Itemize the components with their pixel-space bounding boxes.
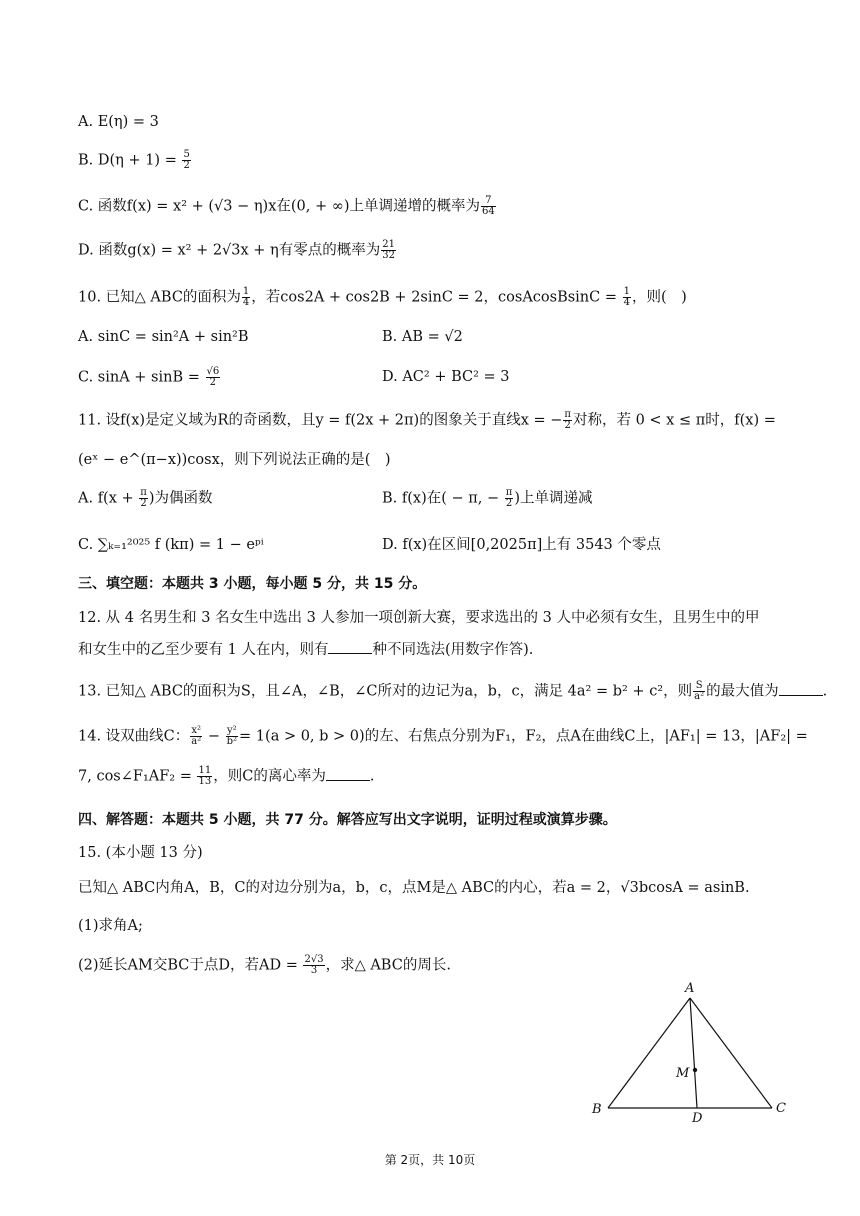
denominator: 2 (183, 160, 190, 171)
q9-option-c-text: C. 函数f(x) = x² + (√3 − η)x在(0, + ∞)上单调递增的概率为 (78, 198, 480, 215)
fraction (182, 150, 190, 171)
fraction (693, 681, 705, 702)
q11-option-b (382, 488, 593, 509)
q15-text: ，求△ ABC的周长. (325, 957, 451, 974)
triangle-figure (586, 978, 806, 1128)
q14-text: ，则C的离心率为 (213, 768, 326, 785)
fraction (563, 410, 572, 431)
label-m: M (676, 1066, 690, 1081)
q15-text: (2)延长AM交BC于点D，若AD = (78, 957, 303, 974)
section-3-heading: 三、填空题：本题共 3 小题，每小题 5 分，共 15 分。 (78, 576, 427, 592)
denominator: 32 (382, 250, 395, 261)
numerator: y² (227, 725, 237, 736)
fraction (381, 240, 396, 261)
q9-option-d-text: D. 函数g(x) = x² + 2√3x + η有零点的概率为 (78, 242, 381, 259)
fraction (206, 367, 221, 388)
q11-option-a-text: )为偶函数 (148, 490, 213, 507)
side-ab (608, 998, 690, 1108)
label-d: D (692, 1111, 703, 1126)
q12-line1: 12. 从 4 名男生和 3 名女生中选出 3 人参加一项创新大赛，要求选出的 3 人中必须有女生，且男生中的甲 (78, 610, 760, 626)
section-4-heading: 四、解答题：本题共 5 小题，共 77 分。解答应写出文字说明，证明过程或演算步骤。 (78, 812, 617, 828)
q11-stem-text: 对称，若 0 < x ≤ π时，f(x) = (572, 412, 776, 429)
q15-part1: (1)求角A; (78, 918, 143, 934)
denominator: a² (694, 691, 705, 702)
q10-option-c-text: C. sinA + sinB = (78, 369, 205, 386)
q15-header: 15. (本小题 13 分) (78, 845, 203, 861)
q9-option-d (78, 240, 397, 261)
answer-blank (779, 683, 823, 696)
numerator: π (505, 487, 513, 498)
q10-stem-text: ，若cos2A + cos2B + 2sinC = 2，cosAcosBsinC = (251, 289, 622, 306)
denominator: 4 (623, 297, 630, 308)
numerator: π (140, 487, 147, 498)
numerator: S (693, 681, 705, 692)
q10-option-c (78, 367, 221, 388)
fraction (242, 287, 250, 308)
q10-stem-text: ，则( ) (632, 289, 687, 306)
numerator: 2√3 (304, 954, 324, 965)
numerator: 1 (623, 286, 630, 297)
fraction (481, 196, 496, 217)
q11-option-b-text: )上单调递减 (514, 490, 593, 507)
q15-part2 (78, 955, 451, 976)
fraction (190, 726, 202, 747)
q12-text: 和女生中的乙至少要有 1 人在内，则有 (78, 642, 329, 658)
answer-blank (326, 768, 370, 781)
q13-text: 13. 已知△ ABC的面积为S，且∠A，∠B，∠C所对的边记为a，b，c，满足 4a² = b² + c²，则 (78, 683, 693, 700)
numerator: 11 (198, 765, 212, 776)
numerator: x² (191, 725, 202, 736)
denominator: 2 (209, 377, 217, 388)
q11-option-c: C. ∑ₖ₌₁²⁰²⁵ f (kπ) = 1 − eᵖⁱ (78, 537, 264, 553)
page-footer: 第 2页，共 10页 (384, 1153, 476, 1167)
q10-option-b: B. AB = √2 (382, 329, 463, 345)
q9-option-a: A. E(η) = 3 (78, 114, 159, 130)
denominator: 2 (140, 498, 147, 509)
label-c: C (776, 1101, 786, 1116)
numerator: 1 (242, 286, 250, 297)
numerator: π (564, 409, 571, 420)
q13-text: 的最大值为 (706, 683, 779, 700)
q10-stem-text: 10. 已知△ ABC的面积为 (78, 289, 241, 306)
label-b: B (592, 1102, 602, 1117)
denominator: 2 (564, 420, 571, 431)
side-ac (690, 998, 772, 1108)
denominator: a² (191, 736, 202, 747)
q10-option-a: A. sinC = sin²A + sin²B (78, 329, 249, 345)
fraction (303, 955, 324, 976)
numerator: 21 (382, 239, 395, 250)
answer-blank (328, 641, 372, 654)
q14-text: 14. 设双曲线C： (78, 728, 190, 745)
fraction (623, 287, 631, 308)
numerator: √6 (206, 366, 220, 377)
fraction (197, 766, 212, 787)
q11-option-d: D. f(x)在区间[0,2025π]上有 3543 个零点 (382, 537, 661, 553)
denominator: 4 (242, 297, 250, 308)
q10-option-d: D. AC² + BC² = 3 (382, 369, 510, 385)
denominator: 3 (310, 965, 318, 976)
denominator: 2 (505, 498, 513, 509)
fraction (226, 726, 238, 747)
q14-text: . (369, 768, 375, 785)
label-a: A (685, 981, 695, 996)
q11-stem-line2: (eˣ − e^(π−x))cosx，则下列说法正确的是( ) (78, 452, 391, 468)
q14-text: 7, cos∠F₁AF₂ = (78, 768, 197, 785)
q15-stem: 已知△ ABC内角A，B，C的对边分别为a，b，c，点M是△ ABC的内心，若a = 2，√3bcosA = asinB. (78, 880, 750, 896)
q14-line1: 14. 设双曲线C： $\frac{\text{x²}}{\text{a²}}$ − $\frac{\text{y²}}{\text{b²}}$ = 1(a > 0, b > 0)的左、右焦点分别为F₁，F₂，点A在曲线C上，|AF₁| = 13，|AF₂| = (78, 725, 808, 747)
q11-option-a-text: A. f(x + (78, 490, 139, 507)
q14-line2 (78, 766, 374, 787)
point-m (693, 1068, 697, 1072)
q11-option-a (78, 488, 213, 509)
q10-stem (78, 287, 687, 308)
q12-text: 种不同选法(用数字作答). (372, 642, 534, 658)
denominator: b² (226, 736, 238, 747)
q12-line2 (78, 640, 533, 660)
q11-option-b-text: B. f(x)在( − π, − (382, 490, 504, 507)
q9-option-b (78, 150, 192, 171)
q13-text: . (822, 683, 828, 700)
numerator: 5 (183, 149, 190, 160)
fraction (139, 488, 148, 509)
numerator: 7 (481, 196, 496, 207)
segment-ad (690, 998, 697, 1108)
denominator: 64 (482, 206, 495, 217)
q11-stem-text: 11. 设f(x)是定义域为R的奇函数，且y = f(2x + 2π)的图象关于直线x = − (78, 412, 563, 429)
q9-option-c (78, 196, 497, 217)
q9-option-b-text: B. D(η + 1) = (78, 152, 182, 169)
q11-stem-line1 (78, 410, 776, 431)
denominator: 13 (198, 776, 212, 787)
q13 (78, 681, 827, 702)
q14-text: = 1(a > 0, b > 0)的左、右焦点分别为F₁，F₂，点A在曲线C上，|AF₁| = 13，|AF₂| = (239, 728, 808, 745)
fraction (505, 488, 514, 509)
